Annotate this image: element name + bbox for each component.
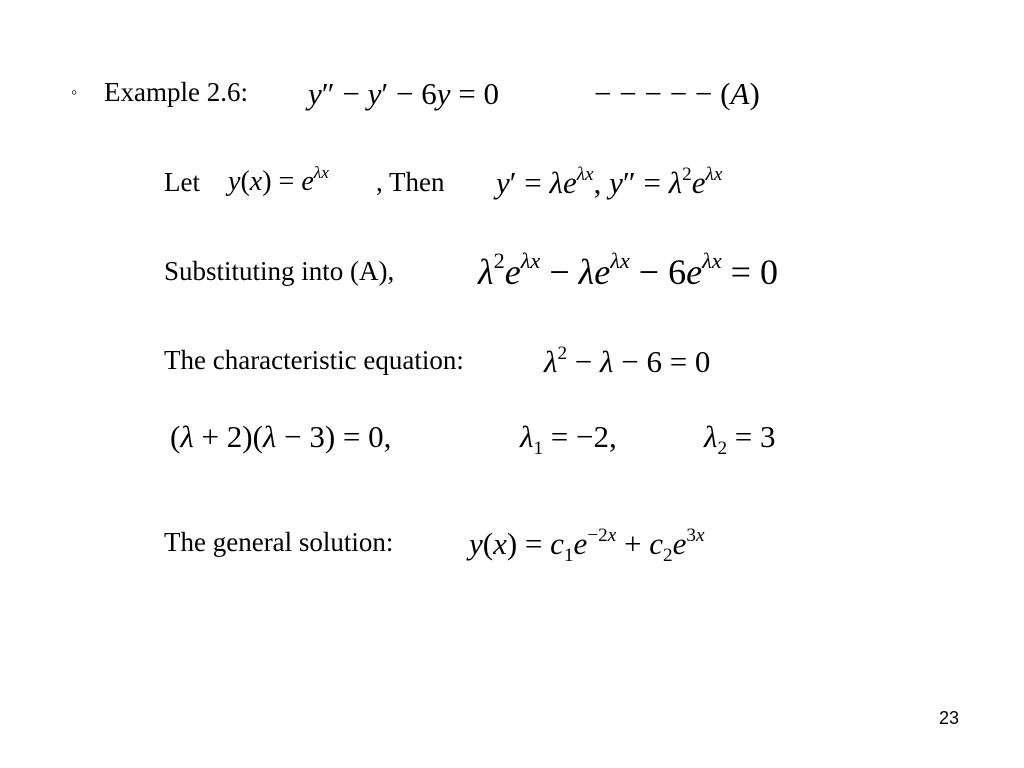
derivatives: $y' = \lambda e^{\lambda x}$, $y'' = \lambda^2e^{\lambda x}$ (496, 163, 723, 200)
factored-equation: (λ + 2)(λ − 3) = 0, (170, 419, 392, 454)
general-solution: $y(x) = c_1e^{-2x} + c_2e^{3x}$ (469, 524, 705, 566)
equation-a: y″ − y′ − 6y = 0 (308, 76, 499, 111)
bullet-icon: ◦ (71, 82, 78, 102)
root-2: $\lambda_2 = 3$ (704, 419, 776, 459)
then-label: , Then (376, 167, 445, 197)
characteristic-label: The characteristic equation: (164, 345, 464, 375)
substituting-label: Substituting into (A), (164, 256, 395, 286)
page-number: 23 (939, 708, 960, 728)
equation-a-tag: − − − − − (A) (594, 76, 760, 111)
let-label: Let (164, 167, 200, 197)
example-label: Example 2.6: (104, 77, 248, 107)
root-1: $\lambda_1 = -2$, (520, 419, 617, 459)
general-solution-label: The general solution: (164, 527, 394, 557)
let-assumption: $y(x) = e^{\lambda x}$ (228, 162, 329, 197)
substituted-equation: $\lambda^2e^{\lambda x} - \lambda e^{\lambda x} - 6e^{\lambda x} = 0$ (478, 248, 778, 292)
characteristic-equation: $\lambda^2 - \lambda - 6 = 0$ (544, 342, 711, 379)
